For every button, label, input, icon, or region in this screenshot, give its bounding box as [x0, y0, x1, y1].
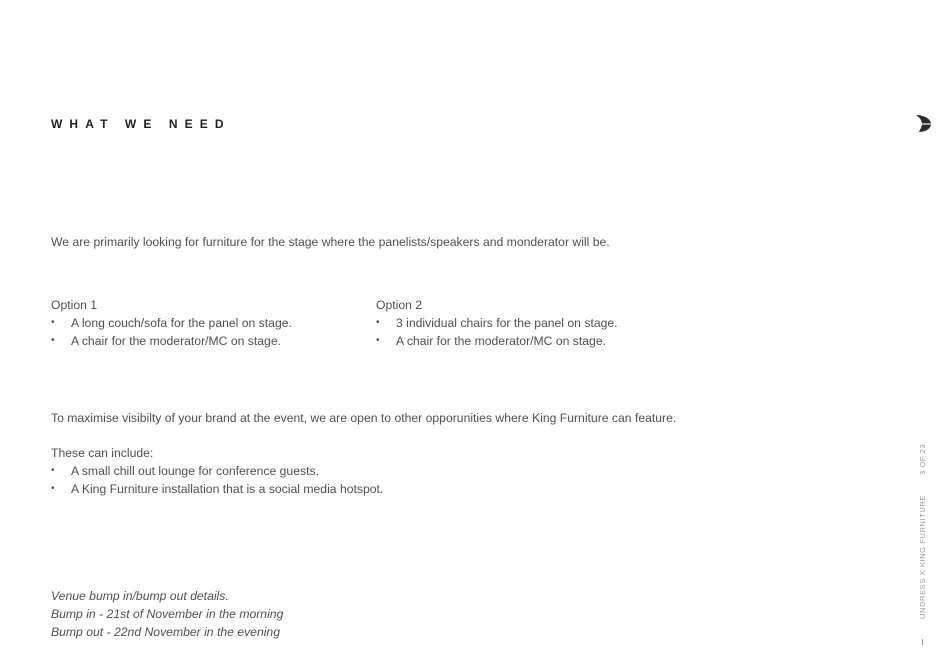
- option-2-list: [376, 314, 618, 350]
- list-item: • A King Furniture installation that is a social media hotspot.: [51, 482, 384, 496]
- option-2-title: Option 2: [376, 298, 423, 312]
- list-item: • A chair for the moderator/MC on stage.: [51, 334, 281, 348]
- list-item: • A long couch/sofa for the panel on stage.: [51, 316, 292, 330]
- venue-title: Venue bump in/bump out details.: [51, 589, 229, 603]
- leaf-logo-icon: [914, 114, 932, 133]
- bullet-icon: •: [51, 317, 55, 328]
- bullet-icon: •: [51, 483, 55, 494]
- intro-text: We are primarily looking for furniture for the stage where the panelists/speakers and monderator will be.: [51, 235, 610, 249]
- bump-in-text: Bump in - 21st of November in the morning: [51, 607, 284, 621]
- page-heading: WHAT WE NEED: [51, 117, 231, 131]
- bullet-icon: •: [51, 335, 55, 346]
- footer-divider: [922, 639, 923, 645]
- list-item: • A chair for the moderator/MC on stage.: [376, 334, 606, 348]
- footer-brand: UNDRESS X KING FURNITURE: [918, 495, 927, 619]
- venue-details: [51, 587, 283, 641]
- bump-out-text: Bump out - 22nd November in the evening: [51, 625, 280, 639]
- list-item: • 3 individual chairs for the panel on stage.: [376, 316, 618, 330]
- include-list: [51, 462, 383, 498]
- bullet-icon: •: [376, 335, 380, 346]
- bullet-icon: •: [51, 465, 55, 476]
- option-1-title: Option 1: [51, 298, 98, 312]
- maximise-text: To maximise visibilty of your brand at the event, we are open to other opporunities where King Furniture can feature.: [51, 411, 677, 425]
- include-title: These can include:: [51, 446, 154, 460]
- bullet-icon: •: [376, 317, 380, 328]
- page-number: 3 OF 23: [918, 443, 927, 475]
- side-footer: [918, 444, 927, 645]
- option-1-list: [51, 314, 292, 350]
- list-item: • A small chill out lounge for conference guests.: [51, 464, 319, 478]
